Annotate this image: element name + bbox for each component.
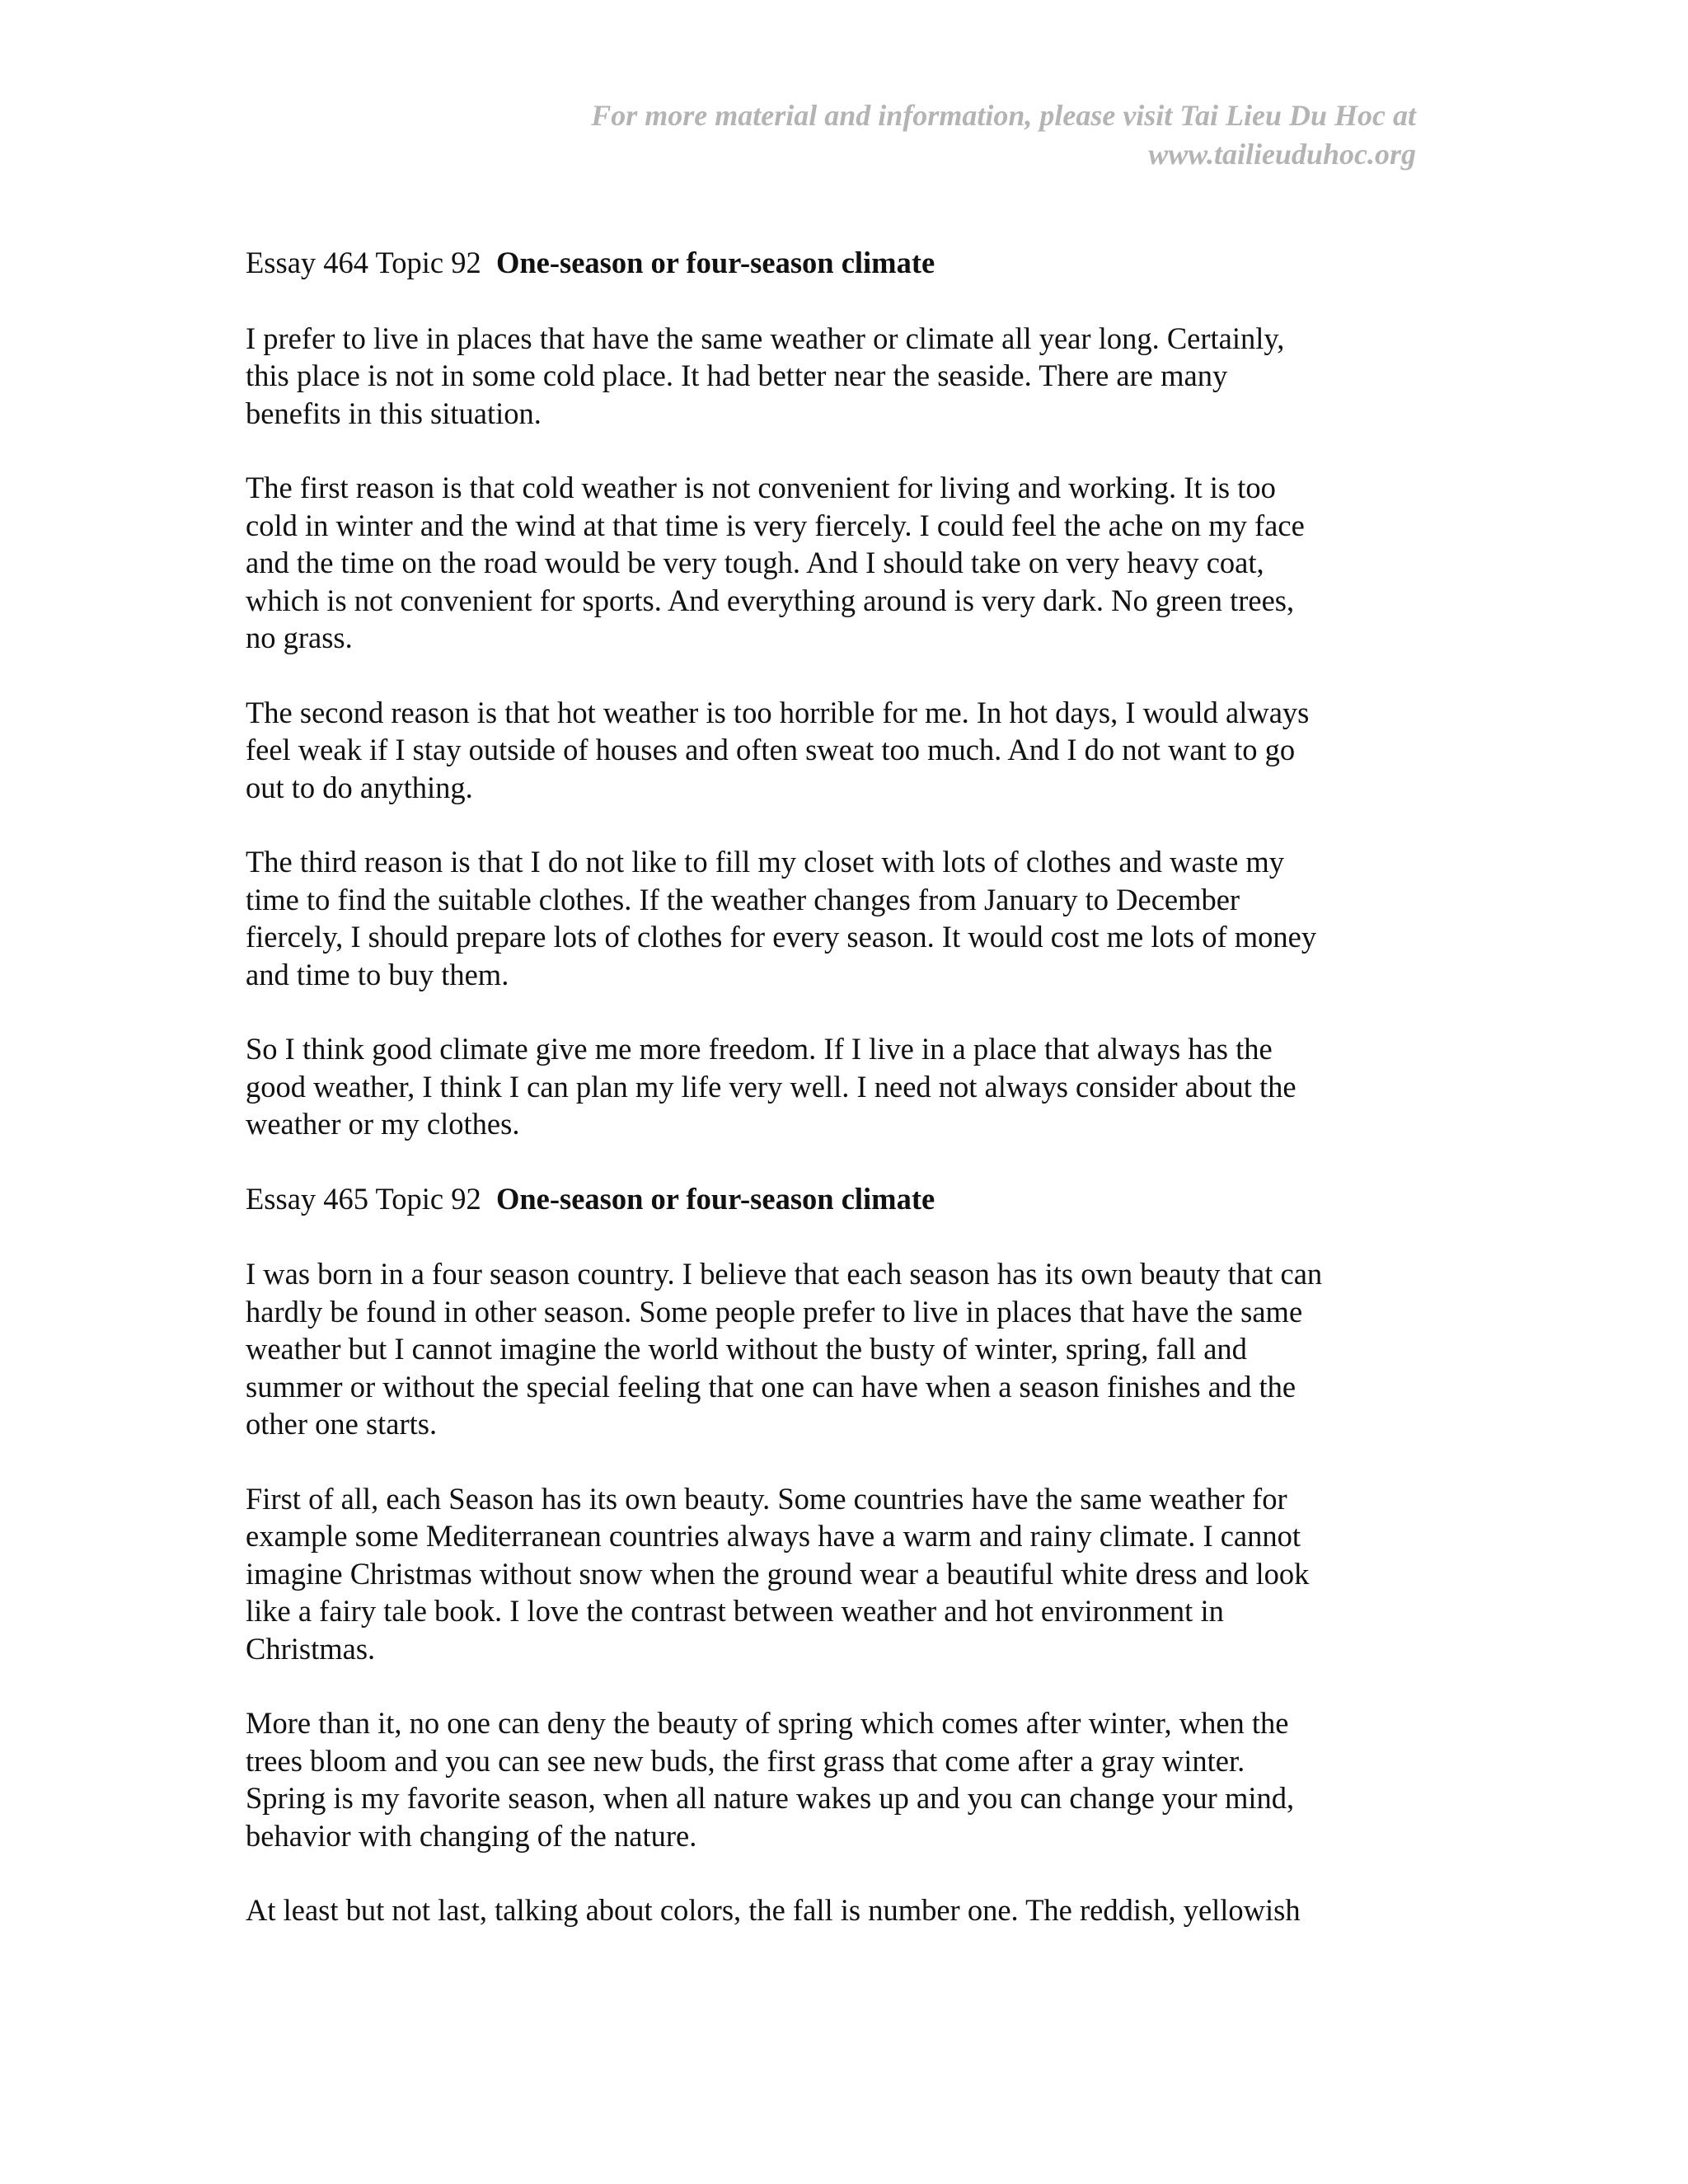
essay-464 [246,244,1432,1143]
text-line: out to do anything. [246,770,473,804]
text-line: Christmas. [246,1631,376,1666]
paragraph [246,320,1432,433]
text-line: fiercely, I should prepare lots of clothes for every season. It would cost me lots of money [246,920,1317,954]
text-line: good weather, I think I can plan my life very well. I need not always consider about the [246,1069,1296,1104]
text-line: summer or without the special feeling that one can have when a season finishes and the [246,1369,1296,1404]
paragraph [246,469,1432,657]
text-line: no grass. [246,621,353,654]
text-line: this place is not in some cold place. It had better near the seaside. There are many [246,359,1228,392]
text-line: trees bloom and you can see new buds, the first grass that come after a gray winter. [246,1743,1245,1778]
essay-label: Essay 464 Topic 92 [246,246,481,279]
header-line-1: For more material and information, please visit Tai Lieu Du Hoc at [591,99,1416,132]
paragraph [246,843,1432,993]
text-line: imagine Christmas without snow when the ground wear a beautiful white dress and look [246,1556,1310,1591]
text-line: which is not convenient for sports. And everything around is very dark. No green trees, [246,583,1295,617]
essay-title [246,244,1432,282]
paragraph [246,1255,1432,1443]
text-line: like a fairy tale book. I love the contrast between weather and hot environment in [246,1594,1224,1628]
text-line: and time to buy them. [246,957,509,991]
paragraph [246,1030,1432,1143]
text-line: feel weak if I stay outside of houses and often sweat too much. And I do not want to go [246,733,1296,766]
text-line: example some Mediterranean countries always have a warm and rainy climate. I cannot [246,1519,1301,1553]
text-line: weather or my clothes. [246,1107,520,1141]
text-line: I was born in a four season country. I believe that each season has its own beauty that can [246,1257,1323,1291]
document-body [246,244,1432,1966]
text-line: First of all, each Season has its own beauty. Some countries have the same weather for [246,1481,1287,1516]
text-line: The first reason is that cold weather is not convenient for living and working. It is too [246,471,1276,504]
text-line: and the time on the road would be very tough. And I should take on very heavy coat, [246,546,1264,579]
essay-465 [246,1180,1432,1929]
essay-label: Essay 465 Topic 92 [246,1181,481,1216]
text-line: benefits in this situation. [246,396,542,430]
header-link[interactable]: www.tailieuduhoc.org [1148,138,1416,171]
text-line: weather but I cannot imagine the world without the busty of winter, spring, fall and [246,1332,1247,1366]
paragraph [246,1480,1432,1668]
essay-topic: One-season or four-season climate [495,246,935,279]
text-line: behavior with changing of the nature. [246,1818,697,1853]
text-line: time to find the suitable clothes. If the weather changes from January to December [246,882,1240,916]
essay-title [246,1180,1432,1218]
text-line: hardly be found in other season. Some people prefer to live in places that have the same [246,1294,1303,1329]
text-line: At least but not last, talking about colors, the fall is number one. The reddish, yellowish [246,1893,1301,1927]
paragraph [246,694,1432,807]
text-line: I prefer to live in places that have the same weather or climate all year long. Certainly, [246,321,1285,355]
paragraph [246,1704,1432,1854]
text-line: More than it, no one can deny the beauty of spring which comes after winter, when the [246,1706,1289,1740]
text-line: Spring is my favorite season, when all nature wakes up and you can change your mind, [246,1781,1295,1815]
page-header [345,96,1416,174]
text-line: cold in winter and the wind at that time is very fiercely. I could feel the ache on my face [246,508,1305,542]
text-line: other one starts. [246,1407,438,1441]
text-line: The third reason is that I do not like to fill my closet with lots of clothes and waste my [246,845,1285,879]
text-line: So I think good climate give me more freedom. If I live in a place that always has the [246,1032,1273,1066]
paragraph [246,1891,1432,1929]
text-line: The second reason is that hot weather is too horrible for me. In hot days, I would always [246,695,1310,729]
essay-topic: One-season or four-season climate [495,1181,935,1216]
